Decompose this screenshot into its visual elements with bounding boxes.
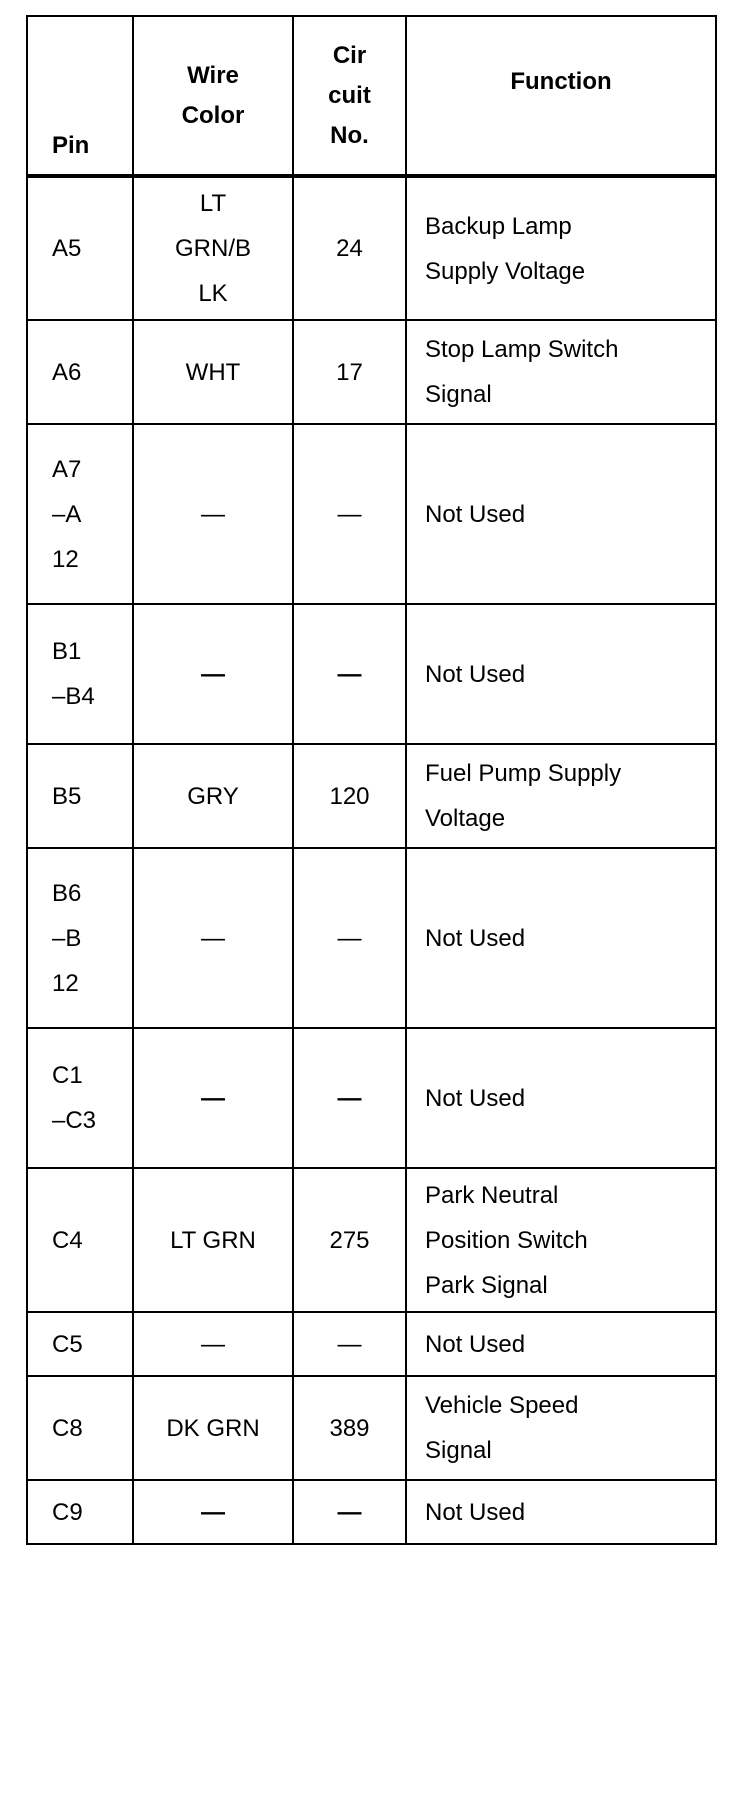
pin-cell-text: B5: [52, 782, 82, 810]
pin-cell-text: 12: [52, 545, 79, 573]
header-wire-color-line-1: Wire: [187, 61, 239, 89]
circuit-number-cell-text: —: [337, 500, 362, 528]
wire-color-cell: [133, 320, 293, 424]
table-row: [27, 1312, 716, 1376]
pin-cell-text: B1: [52, 638, 82, 665]
table-row: [27, 1168, 716, 1312]
wire-color-cell-text: LK: [198, 280, 228, 307]
pin-cell-text: B6: [52, 879, 82, 907]
connector-pinout-table: [26, 15, 717, 1545]
pin-cell-text: C4: [52, 1226, 83, 1254]
wire-color-cell: [133, 1376, 293, 1480]
circuit-number-cell: [293, 1028, 406, 1168]
wire-color-cell-text: DK GRN: [166, 1414, 260, 1442]
wire-color-cell-text: LT: [199, 190, 227, 217]
function-cell: [406, 424, 716, 604]
function-cell-text: Not Used: [425, 1330, 526, 1358]
function-cell-text: Fuel Pump Supply: [425, 760, 622, 787]
function-cell: [406, 1312, 716, 1376]
function-cell-text: Not Used: [425, 924, 526, 952]
function-cell: [406, 848, 716, 1028]
pin-cell: [27, 1312, 133, 1376]
header-circuit-line-3: No.: [330, 121, 369, 149]
function-cell-text: Not Used: [425, 500, 526, 528]
table-row: [27, 1376, 716, 1480]
circuit-number-cell: [293, 1168, 406, 1312]
pin-cell-text: 12: [52, 969, 79, 997]
pin-cell-text: –B4: [52, 683, 95, 710]
wire-color-cell-text: —: [201, 1330, 225, 1358]
circuit-number-cell: [293, 848, 406, 1028]
circuit-number-cell-text: 275: [329, 1226, 370, 1254]
wire-color-cell: [133, 1480, 293, 1544]
wire-color-cell-text: GRY: [187, 782, 239, 810]
pin-cell: [27, 1168, 133, 1312]
circuit-number-cell-text: —: [337, 660, 362, 688]
pin-cell: [27, 1480, 133, 1544]
wire-color-cell: [133, 604, 293, 744]
wire-color-cell: [133, 744, 293, 848]
circuit-number-cell-text: —: [337, 1330, 362, 1358]
wire-color-cell: [133, 1312, 293, 1376]
wire-color-cell: [133, 424, 293, 604]
circuit-number-cell-text: 17: [336, 358, 363, 386]
function-cell-text: Vehicle Speed: [425, 1392, 579, 1419]
header-row: [27, 16, 716, 176]
pin-cell: [27, 176, 133, 320]
wire-color-cell: [133, 176, 293, 320]
function-cell: [406, 320, 716, 424]
circuit-number-cell-text: —: [337, 1084, 362, 1112]
circuit-number-cell: [293, 604, 406, 744]
wire-color-cell-text: LT GRN: [170, 1226, 256, 1254]
function-cell-text: Park Neutral: [425, 1181, 559, 1209]
wire-color-cell-text: —: [201, 500, 225, 528]
wire-color-cell: [133, 848, 293, 1028]
table-row: [27, 604, 716, 744]
header-pin-label: Pin: [52, 132, 90, 159]
function-cell: [406, 176, 716, 320]
pin-cell: [27, 604, 133, 744]
table-row: [27, 176, 716, 320]
header-wire-color-line-2: Color: [181, 101, 245, 129]
function-cell: [406, 744, 716, 848]
pin-cell-text: –A: [52, 500, 82, 528]
header-pin: [27, 16, 133, 176]
wire-color-cell-text: —: [201, 1498, 225, 1526]
wire-color-cell-text: —: [201, 660, 225, 688]
function-cell-text: Stop Lamp Switch: [425, 336, 619, 363]
function-cell: [406, 1376, 716, 1480]
table-row: [27, 848, 716, 1028]
pin-cell: [27, 1376, 133, 1480]
function-cell-text: Voltage: [425, 805, 506, 832]
circuit-number-cell: [293, 320, 406, 424]
pin-cell-text: C1: [52, 1062, 83, 1089]
function-cell-text: Signal: [425, 1437, 492, 1464]
circuit-number-cell-text: 24: [336, 235, 363, 262]
circuit-number-cell: [293, 176, 406, 320]
pin-cell-text: A5: [52, 235, 82, 262]
function-cell-text: Not Used: [425, 1084, 526, 1112]
header-circuit-line-1: Cir: [332, 41, 367, 69]
circuit-number-cell: [293, 1376, 406, 1480]
function-cell-text: Supply Voltage: [425, 257, 586, 285]
function-cell-text: Not Used: [425, 1498, 526, 1526]
header-circuit-no: [293, 16, 406, 176]
header-function: [406, 16, 716, 176]
circuit-number-cell-text: —: [337, 1498, 362, 1526]
pin-cell-text: –C3: [52, 1107, 97, 1134]
function-cell-text: Signal: [425, 381, 492, 408]
circuit-number-cell-text: —: [337, 924, 362, 952]
pin-cell: [27, 1028, 133, 1168]
table-header: [27, 16, 716, 176]
table-body: [27, 176, 716, 1544]
pin-cell: [27, 424, 133, 604]
wire-color-cell-text: GRN/B: [174, 235, 251, 262]
pin-cell-text: C8: [52, 1414, 83, 1442]
pin-cell-text: C5: [52, 1330, 83, 1358]
table-row: [27, 744, 716, 848]
pin-cell-text: A7: [52, 455, 82, 483]
wire-color-cell-text: —: [201, 1084, 225, 1112]
wire-color-cell-text: —: [201, 924, 225, 952]
circuit-number-cell: [293, 1312, 406, 1376]
circuit-number-cell-text: 389: [329, 1414, 370, 1442]
wire-color-cell: [133, 1028, 293, 1168]
pin-cell-text: C9: [52, 1498, 83, 1526]
table-row: [27, 1028, 716, 1168]
pin-cell-text: A6: [52, 358, 82, 386]
function-cell: [406, 1168, 716, 1312]
circuit-number-cell-text: 120: [329, 782, 370, 810]
pin-cell: [27, 848, 133, 1028]
pin-cell-text: –B: [52, 924, 82, 952]
header-circuit-line-2: cuit: [328, 81, 371, 109]
function-cell-text: Position Switch: [425, 1226, 588, 1254]
function-cell-text: Park Signal: [425, 1271, 548, 1299]
function-cell: [406, 604, 716, 744]
table-row: [27, 1480, 716, 1544]
header-function-label: Function: [510, 67, 612, 95]
table-row: [27, 424, 716, 604]
circuit-number-cell: [293, 424, 406, 604]
wire-color-cell: [133, 1168, 293, 1312]
pin-cell: [27, 744, 133, 848]
circuit-number-cell: [293, 1480, 406, 1544]
function-cell-text: Not Used: [425, 660, 526, 688]
header-wire-color: [133, 16, 293, 176]
function-cell: [406, 1028, 716, 1168]
wire-color-cell-text: WHT: [185, 358, 241, 386]
function-cell: [406, 1480, 716, 1544]
function-cell-text: Backup Lamp: [425, 212, 572, 240]
circuit-number-cell: [293, 744, 406, 848]
pin-cell: [27, 320, 133, 424]
table-row: [27, 320, 716, 424]
